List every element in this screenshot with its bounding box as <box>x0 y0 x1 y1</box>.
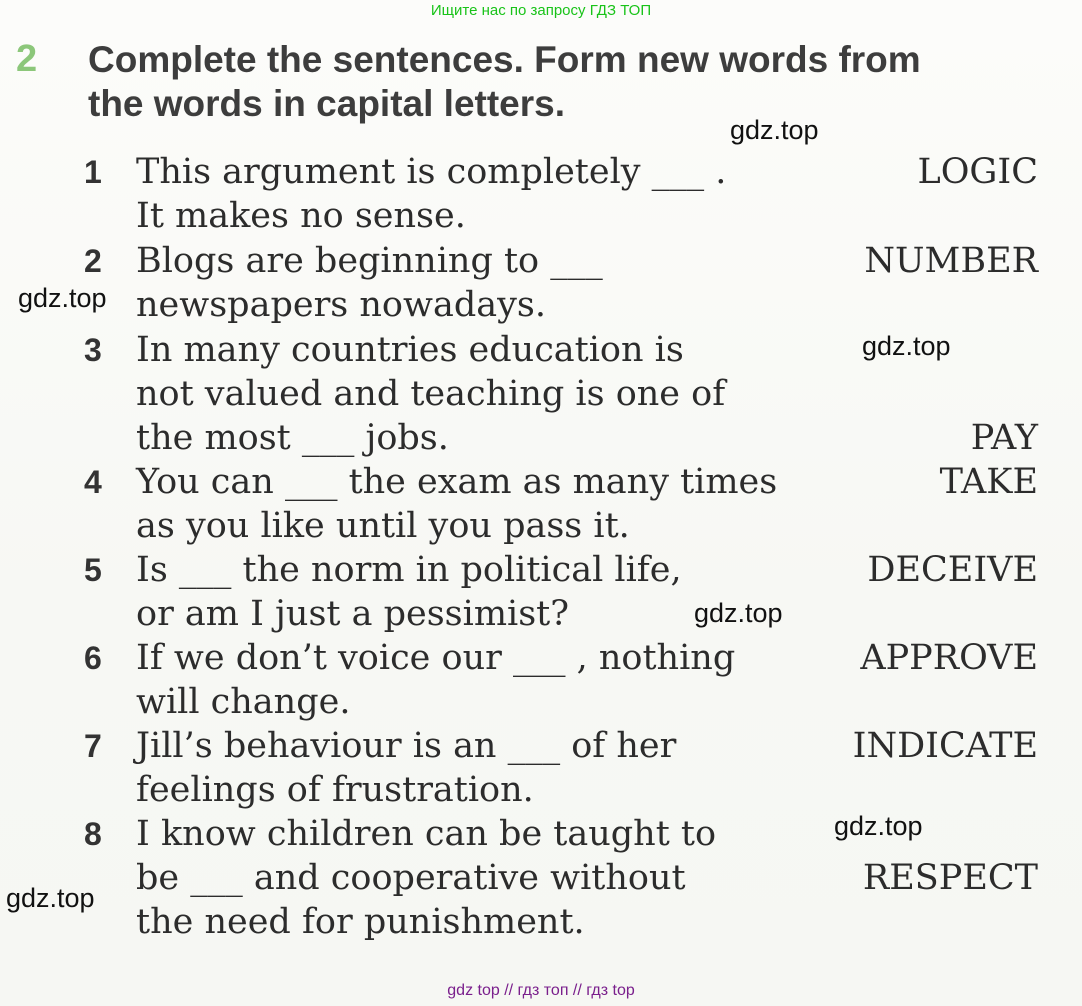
item-text-line: feelings of frustration. <box>136 770 534 810</box>
item-keyword: LOGIC <box>917 152 1038 192</box>
footer-note: gdz top // гдз топ // гдз top <box>447 982 635 999</box>
item-text-line: or am I just a pessimist? <box>136 594 570 634</box>
item-text-line: will change. <box>136 682 351 722</box>
item-keyword: RESPECT <box>862 858 1038 898</box>
item-text-line: You can ___ the exam as many times <box>136 462 778 502</box>
item-keyword: INDICATE <box>852 726 1038 766</box>
item-text-line: not valued and teaching is one of <box>136 374 726 414</box>
item-keyword: APPROVE <box>860 638 1038 678</box>
instruction-line-1: Complete the sentences. Form new words from <box>88 39 921 80</box>
item-text-line: be ___ and cooperative without <box>136 858 686 898</box>
item-keyword: PAY <box>970 418 1038 458</box>
watermark-text: gdz.top <box>694 598 783 628</box>
item-keyword: DECEIVE <box>867 550 1038 590</box>
item-text-line: In many countries education is <box>136 330 684 370</box>
watermark-text: gdz.top <box>834 811 923 841</box>
item-number: 3 <box>84 332 102 368</box>
instruction-line-2: the words in capital letters. <box>88 83 566 124</box>
item-number: 2 <box>84 243 102 279</box>
watermark-text: gdz.top <box>6 883 95 913</box>
item-number: 6 <box>84 640 102 676</box>
item-keyword: TAKE <box>939 462 1038 502</box>
item-text-line: If we don’t voice our ___ , nothing <box>136 638 736 678</box>
item-text-line: Jill’s behaviour is an ___ of her <box>136 726 677 766</box>
watermark-text: gdz.top <box>18 283 107 313</box>
item-text-line: the most ___ jobs. <box>136 418 449 458</box>
item-keyword: NUMBER <box>864 241 1038 281</box>
exercise-instruction <box>88 38 1048 126</box>
item-text-line: Is ___ the norm in political life, <box>136 550 682 590</box>
watermark-text: gdz.top <box>862 331 951 361</box>
item-number: 8 <box>84 816 102 852</box>
item-text-line: as you like until you pass it. <box>136 506 630 546</box>
item-text-line: This argument is completely ___ . <box>136 152 727 192</box>
item-number: 5 <box>84 552 102 588</box>
item-number: 1 <box>84 154 102 190</box>
header-note: Ищите нас по запросу ГДЗ ТОП <box>430 2 652 19</box>
item-text-line: Blogs are beginning to ___ <box>136 241 603 281</box>
watermark-text: gdz.top <box>730 115 819 145</box>
exercise-number: 2 <box>16 38 38 80</box>
item-text-line: newspapers nowadays. <box>136 285 546 325</box>
item-number: 4 <box>84 464 102 500</box>
item-number: 7 <box>84 728 102 764</box>
item-text-line: It makes no sense. <box>136 196 466 236</box>
item-text-line: I know children can be taught to <box>136 814 717 854</box>
item-text-line: the need for punishment. <box>136 902 585 942</box>
